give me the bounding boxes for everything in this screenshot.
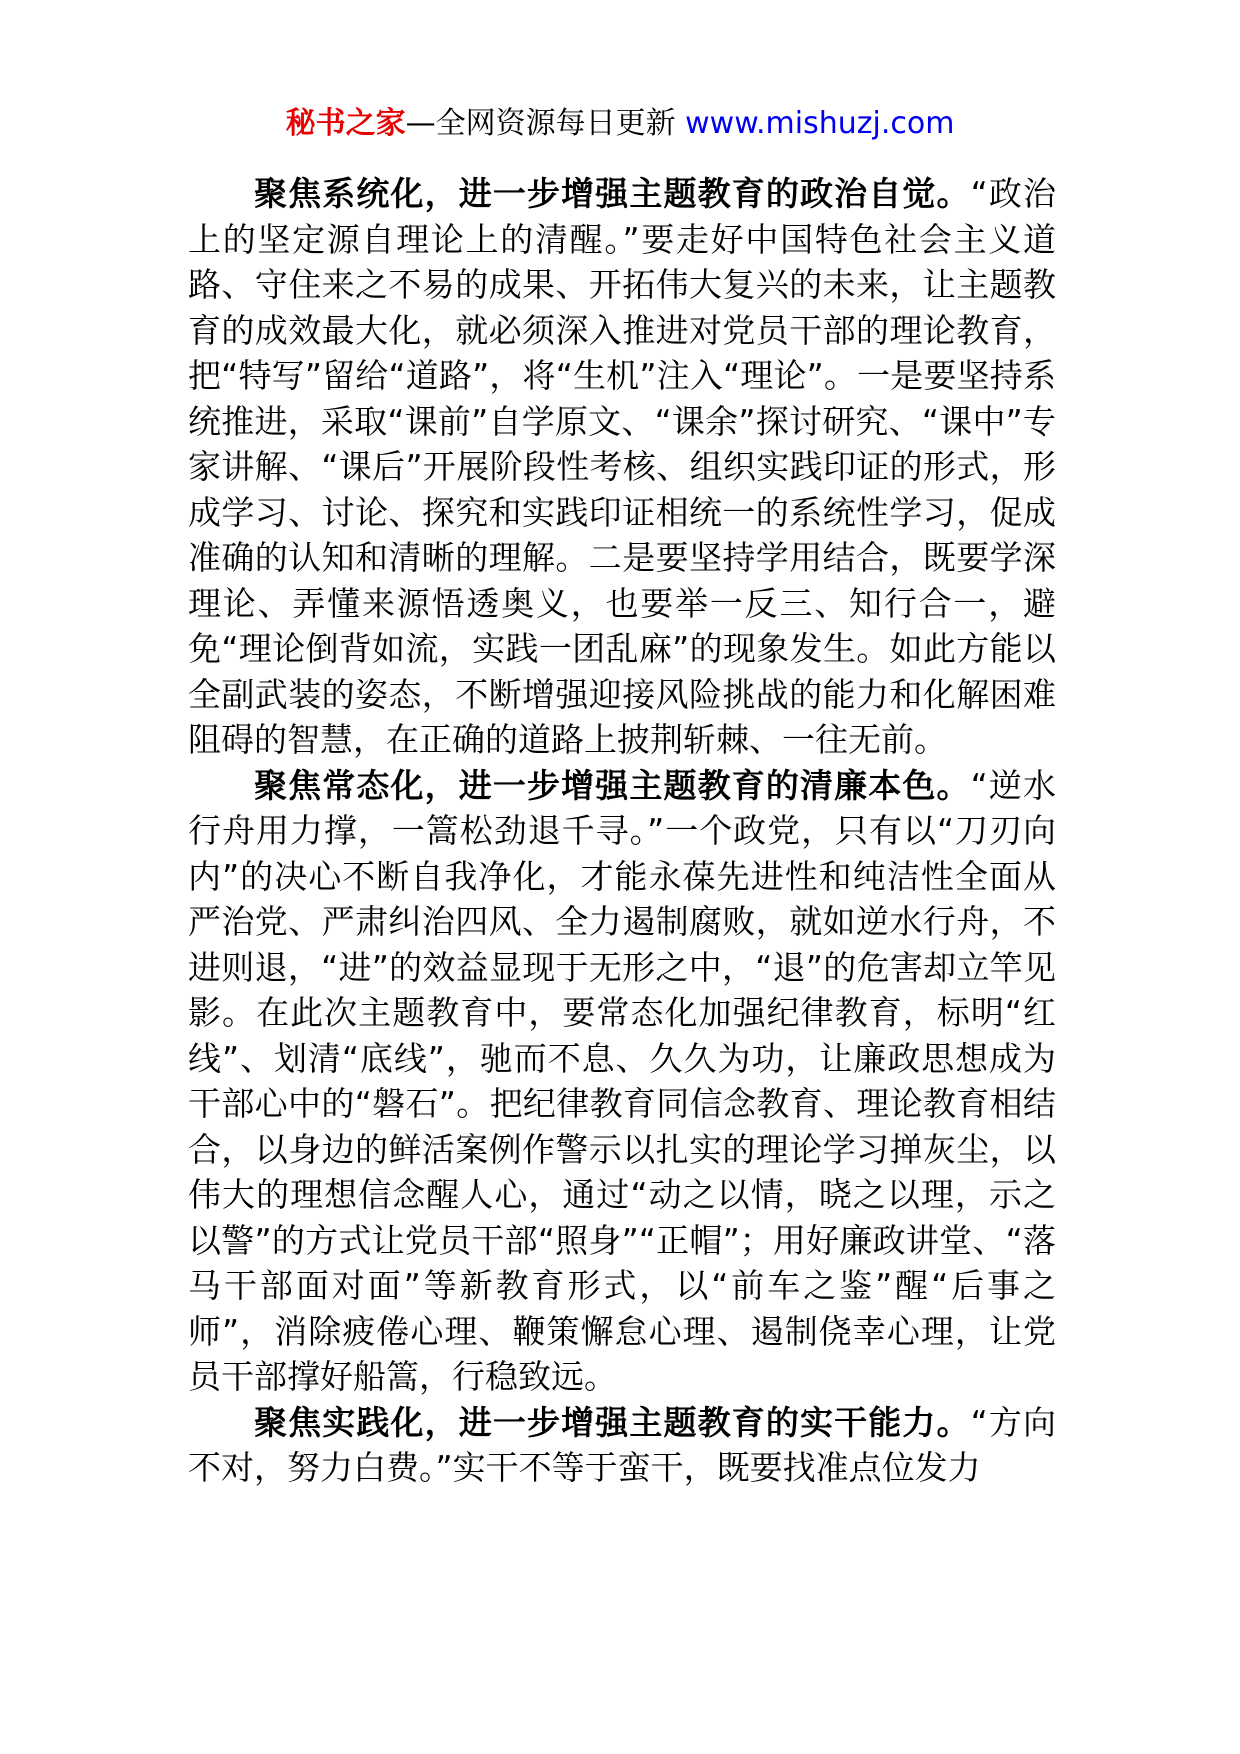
paragraph-normalization — [188, 763, 1056, 1400]
paragraph-heading: 聚焦系统化，进一步增强主题教育的政治自觉。 — [254, 174, 971, 213]
paragraph-heading: 聚焦常态化，进一步增强主题教育的清廉本色。 — [254, 765, 971, 805]
paragraph-text: “逆水行舟用力撑，一篙松劲退千寻。”一个政党，只有以“刀刃向内”的决心不断自我净化，才能永葆先进性和纯洁性全面从严治党、严肃纠治四风、全力遏制腐败，就如逆水行舟，不进则退，“进”的效益显现于无形之中，“退”的危害却立竿见影。在此次主题教育中，要常态化加强纪律教育，标明“红线”、划清“底线”，驰而不息、久久为功，让廉政思想成为干部心中的“磐石”。把纪律教育同信念教育、理论教育相结合，以身边的鲜活案例作警示以扎实的理论学习掸灰尘，以伟大的理想信念醒人心，通过“动之以情，晓之以理，示之以警”的方式让党员干部“照身”“正帽”；用好廉政讲堂、“落马干部面对面”等新教育形式，以“前车之鉴”醒“后事之师”，消除疲倦心理、鞭策懈怠心理、遏制侥幸心理，让党员干部撑好船篙，行稳致远。 — [188, 765, 1056, 1396]
site-link[interactable]: www.mishuzj.com — [685, 106, 955, 141]
paragraph-practice — [188, 1400, 1056, 1491]
paragraph-heading: 聚焦实践化，进一步增强主题教育的实干能力。 — [254, 1402, 971, 1442]
article-body — [188, 171, 1056, 1491]
brand-name: 秘书之家 — [285, 106, 406, 141]
paragraph-text: “方向不对，努力白费。”实干不等于蛮干，既要找准点位发力 — [188, 1402, 1056, 1487]
site-header — [0, 100, 1240, 148]
paragraph-text: “政治上的坚定源自理论上的清醒。”要走好中国特色社会主义道路、守住来之不易的成果、开拓伟大复兴的未来，让主题教育的成效最大化，就必须深入推进对党员干部的理论教育，把“特写”留给“道路”，将“生机”注入“理论”。一是要坚持系统推进，采取“课前”自学原文、“课余”探讨研究、“课中”专家讲解、“课后”开展阶段性考核、组织实践印证的形式，形成学习、讨论、探究和实践印证相统一的系统性学习，促成准确的认知和清晰的理解。二是要坚持学用结合，既要学深理论、弄懂来源悟透奥义，也要举一反三、知行合一，避免“理论倒背如流，实践一团乱麻”的现象发生。如此方能以全副武装的姿态，不断增强迎接风险挑战的能力和化解困难阻碍的智慧，在正确的道路上披荆斩棘、一往无前。 — [188, 174, 1056, 759]
paragraph-systematization — [188, 171, 1056, 763]
header-tagline: —全网资源每日更新 — [405, 106, 686, 141]
